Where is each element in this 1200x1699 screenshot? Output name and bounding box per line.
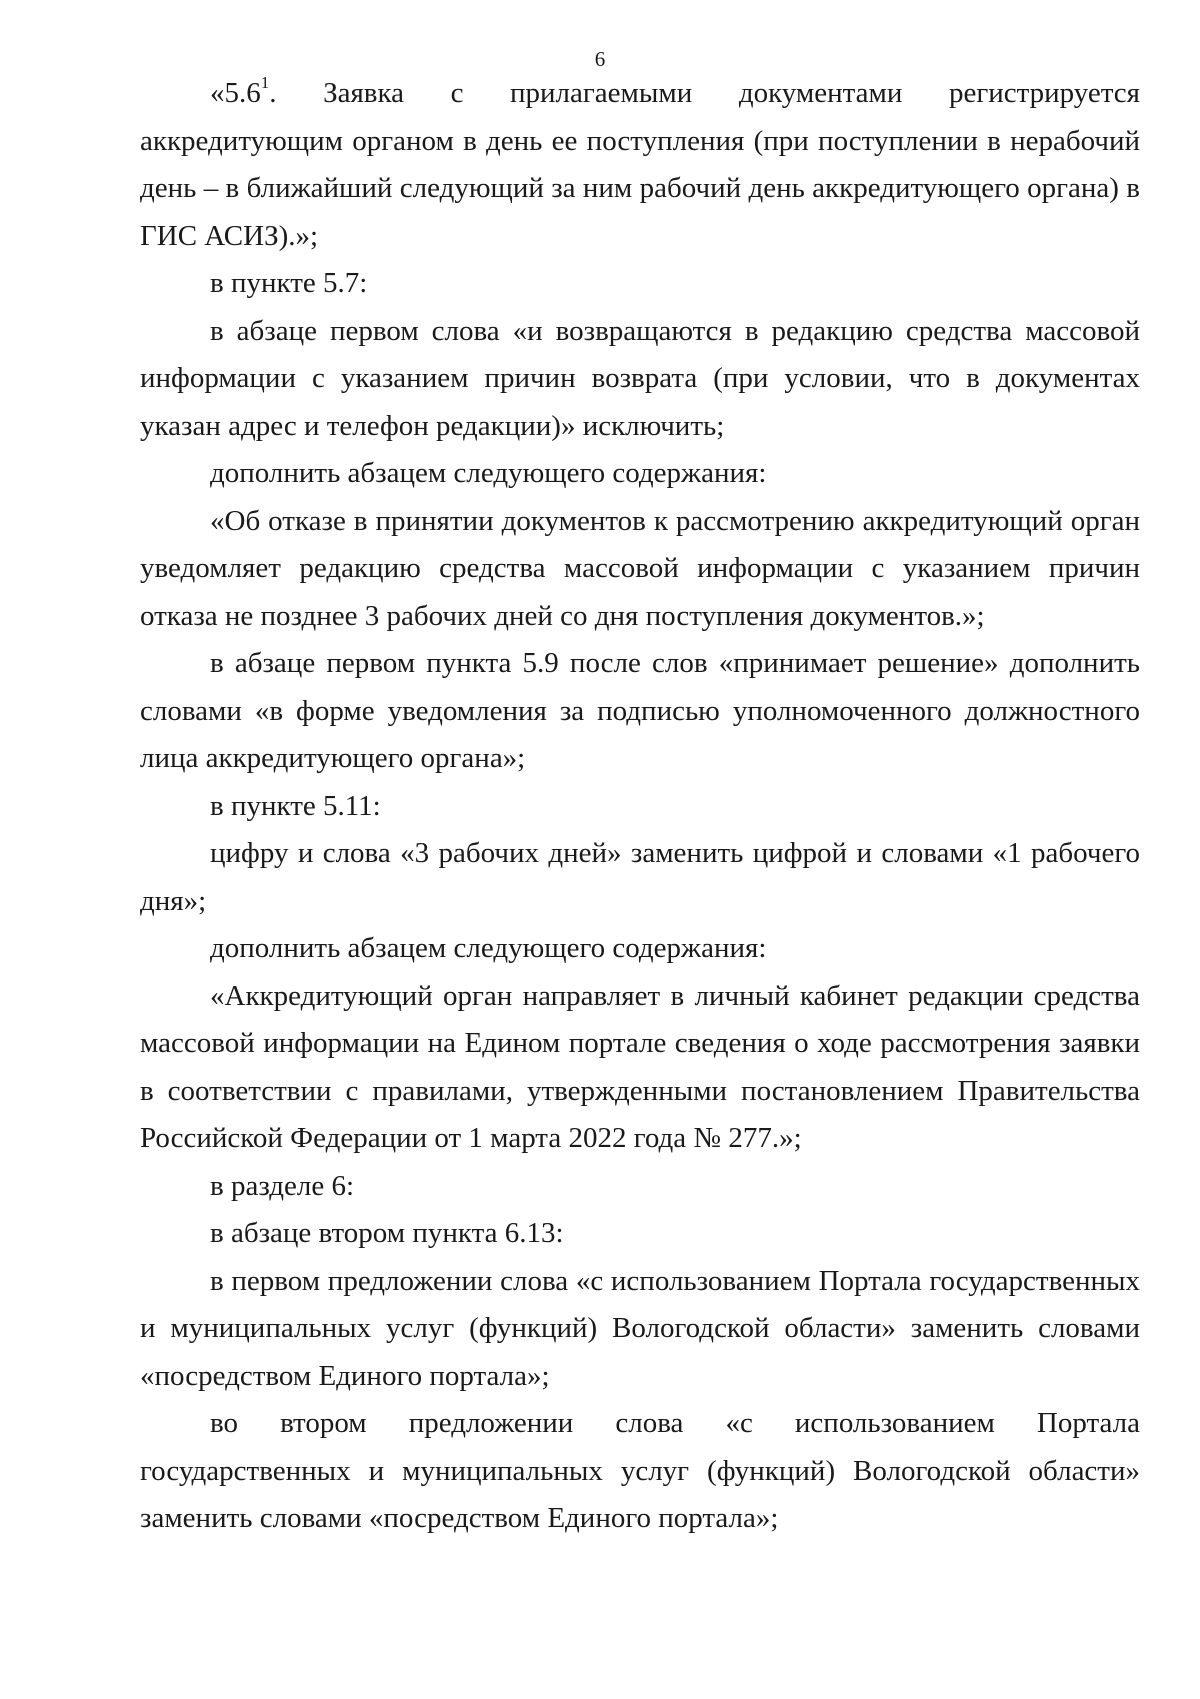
superscript: 1 [260, 73, 270, 93]
paragraph: в абзаце первом пункта 5.9 после слов «принимает решение» дополнить словами «в форме уведомления за подписью уполномоченного должностного лица аккредитующего органа»; [140, 647, 1140, 774]
paragraph: дополнить абзацем следующего содержания: [210, 932, 767, 964]
paragraph: в разделе 6: [210, 1169, 355, 1202]
paragraph: во втором предложении слова «с использованием Портала государственных и муниципальных услуг (функций) Вологодской области» заменить словами «посредством Единого портала»; [140, 1407, 1140, 1534]
paragraph: «Аккредитующий орган направляет в личный кабинет редакции средства массовой информации на Едином портале сведения о ходе рассмотрения заявки в соответствии с правилами, утвержденными постановлением Правительства Российской Федерации от 1 марта 2022 года № 277.»; [140, 979, 1140, 1154]
paragraph-text: . Заявка с прилагаемыми документами регистрируется аккредитующим органом в день ее поступления (при поступлении в нерабочий день – в ближайший следующий за ним рабочий день аккредитующего органа) в ГИС АСИЗ).»; [140, 77, 1140, 252]
paragraph: в пункте 5.11: [210, 789, 381, 822]
paragraph: дополнить абзацем следующего содержания: [210, 457, 767, 489]
paragraph-5-6-1 [140, 70, 1140, 260]
paragraph: в абзаце втором пункта 6.13: [210, 1217, 564, 1249]
paragraph: цифру и слова «3 рабочих дней» заменить цифрой и словами «1 рабочего дня»; [140, 837, 1140, 917]
paragraph: в пункте 5.7: [210, 267, 368, 299]
paragraph: в абзаце первом слова «и возвращаются в редакцию средства массовой информации с указанием причин возврата (при условии, что в документах указан адрес и телефон редакции)» исключить; [140, 314, 1140, 442]
paragraph-text-pre: «5.6 [210, 77, 261, 109]
paragraph: в первом предложении слова «с использованием Портала государственных и муниципальных услуг (функций) Вологодской области» заменить словами «посредством Единого портала»; [140, 1264, 1140, 1392]
page-number: 6 [594, 47, 606, 71]
document-body [140, 70, 1140, 1543]
paragraph: «Об отказе в принятии документов к рассмотрению аккредитующий орган уведомляет редакцию средства массовой информации с указанием причин отказа не позднее 3 рабочих дней со дня поступления документов.»; [140, 504, 1140, 632]
